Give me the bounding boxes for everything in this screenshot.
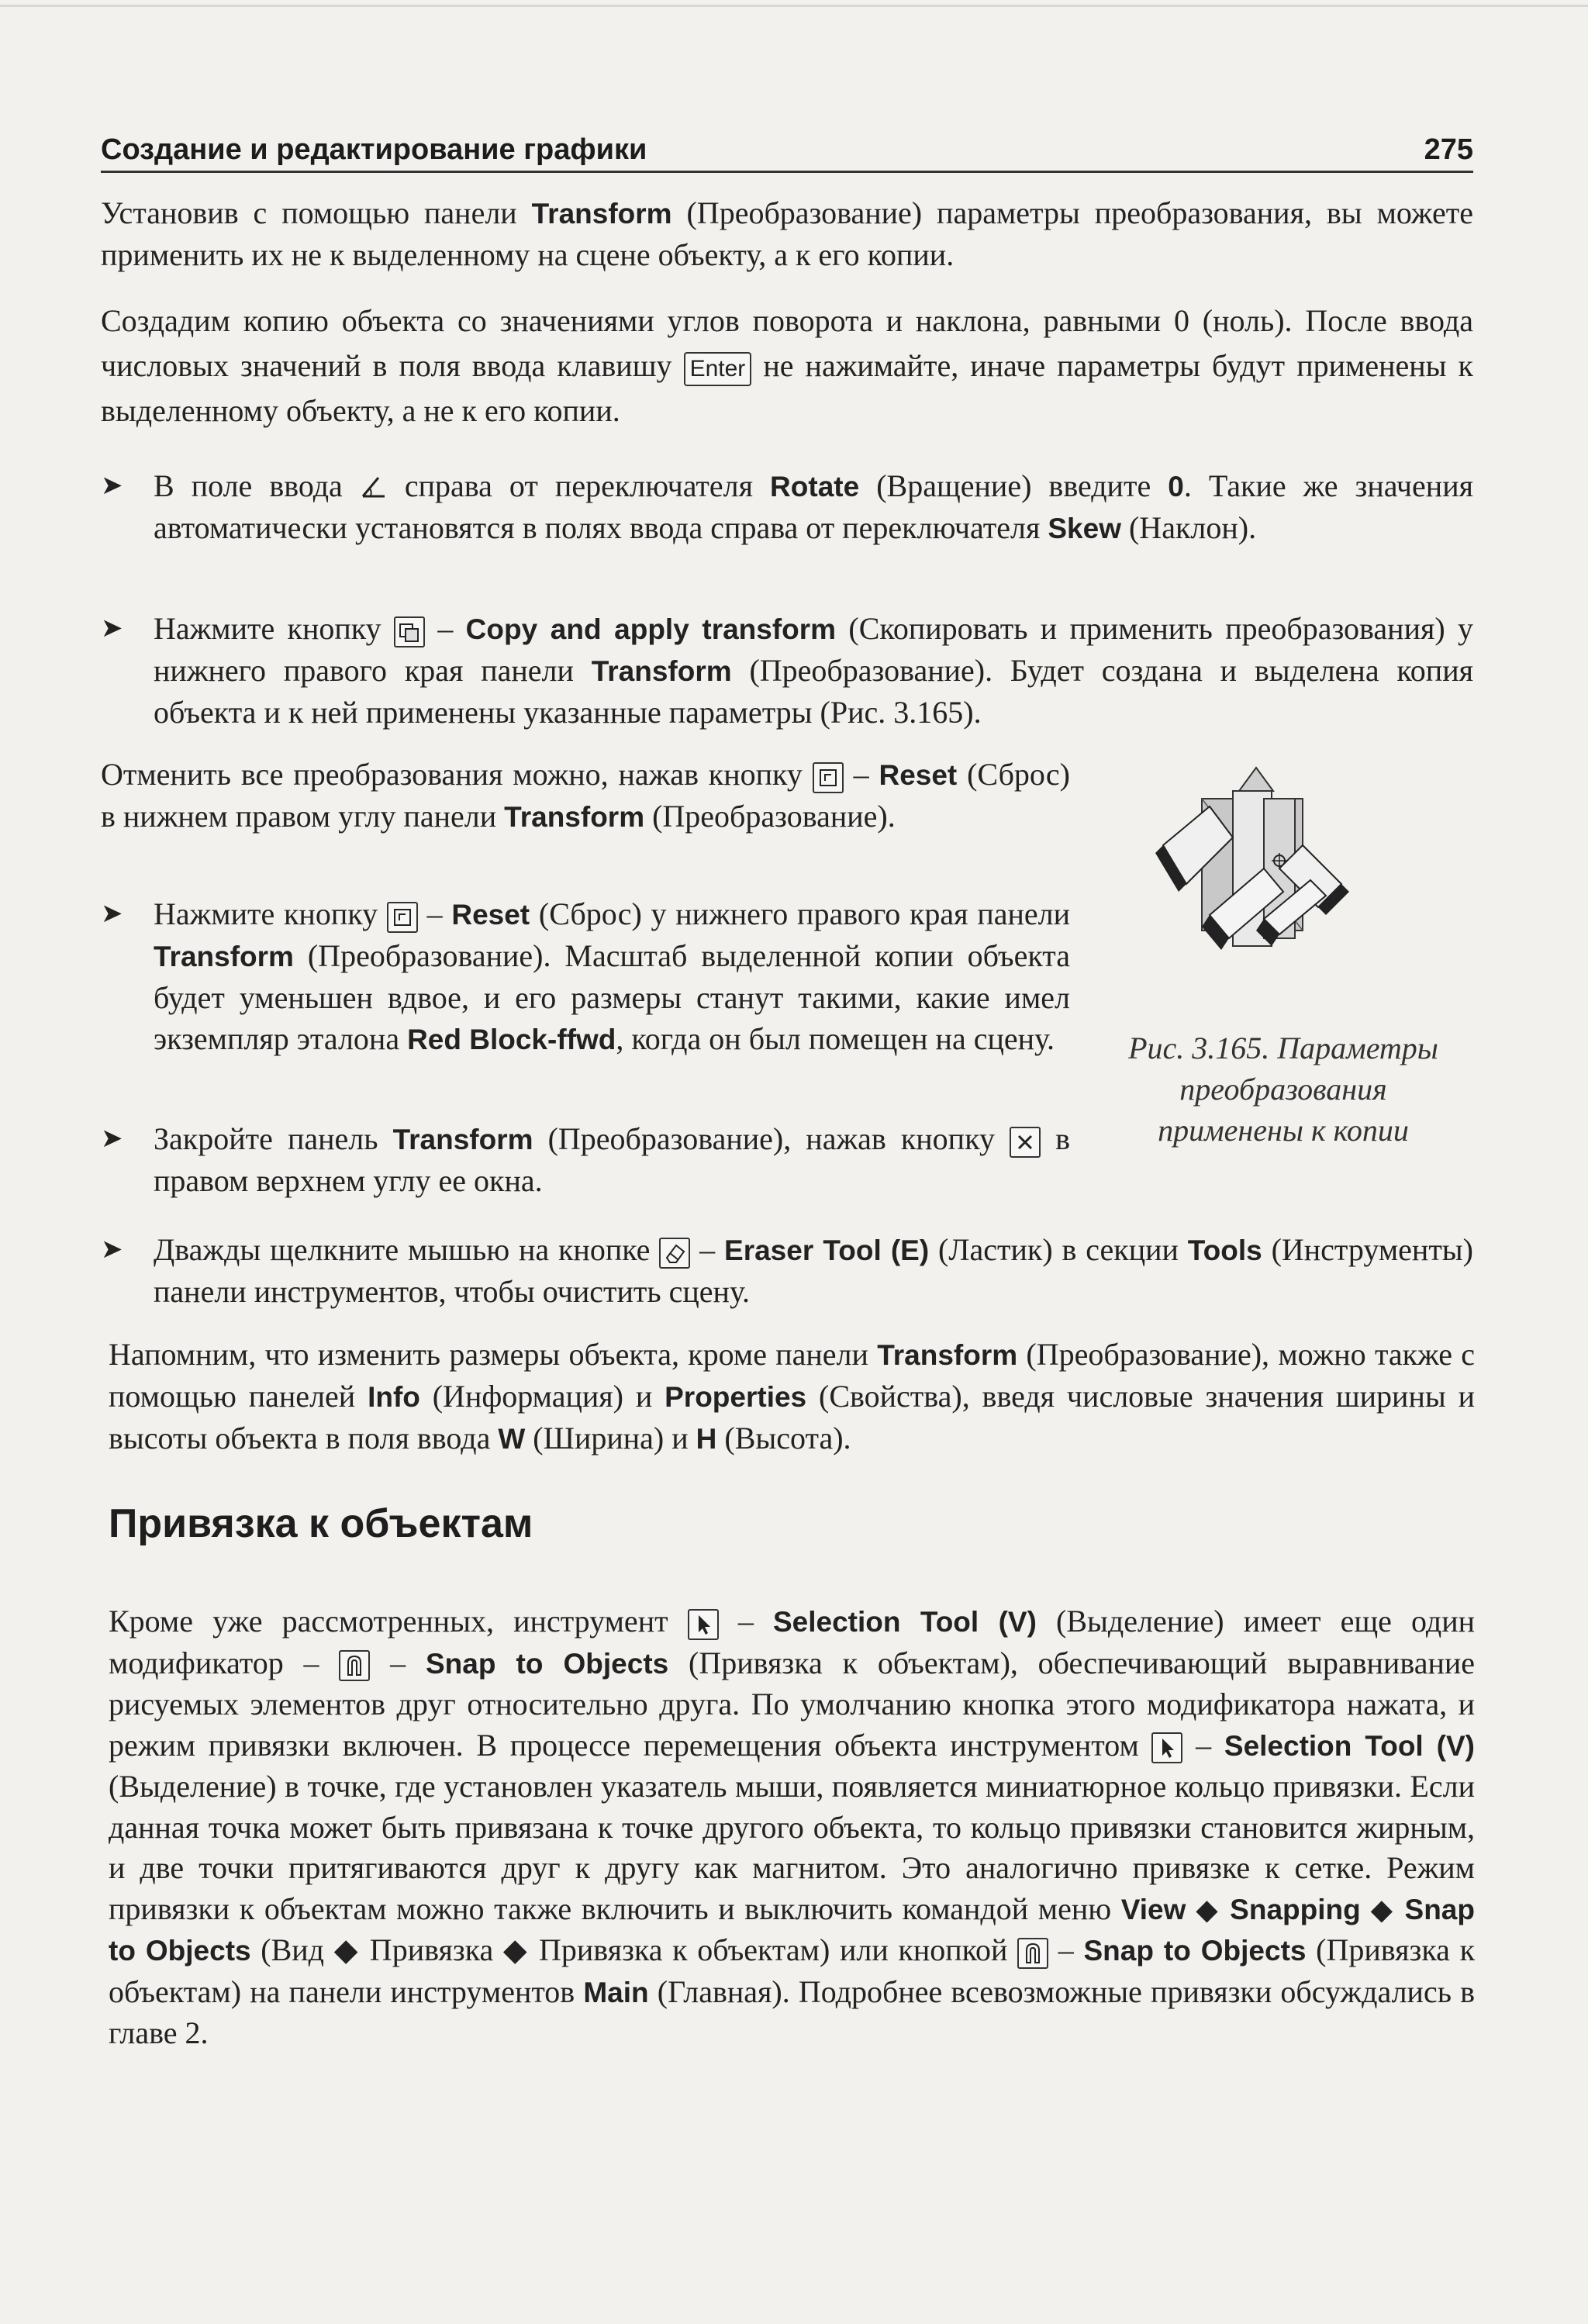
text: в правом верхнем углу ее окна. bbox=[154, 1121, 1071, 1198]
text: (Сброс) у нижнего правого края панели bbox=[530, 896, 1071, 931]
text: – bbox=[1048, 1932, 1084, 1967]
section-heading: Привязка к объектам bbox=[109, 1501, 533, 1546]
value-zero: 0 bbox=[1168, 471, 1184, 502]
term-snap-to-objects: Snap to Objects bbox=[1083, 1935, 1307, 1967]
term-eraser-tool: Eraser Tool (E) bbox=[724, 1235, 930, 1266]
paragraph-5 bbox=[109, 1601, 1475, 2054]
term-transform: Transform bbox=[531, 198, 672, 230]
text: не нажимайте, иначе параметры будут применены к выделенному объекту, а не к его копии. bbox=[101, 348, 1473, 428]
term-w: W bbox=[498, 1423, 526, 1455]
term-properties: Properties bbox=[665, 1381, 807, 1413]
top-rule bbox=[0, 5, 1588, 7]
arrow-pointer-icon bbox=[1151, 1732, 1182, 1763]
text: , когда он был помещен на сцену. bbox=[616, 1021, 1055, 1056]
bullet-item-1 bbox=[101, 465, 1473, 549]
figure-caption bbox=[1093, 1027, 1473, 1151]
text: (Привязка к объектам), обеспечивающий выравнивание рисуемых элементов друг относительно друга. По умолчанию кнопка этого модификатора нажата, и режим привязки включен. В процессе перемещения объекта инструментом bbox=[109, 1645, 1476, 1763]
figure-3-165 bbox=[1148, 752, 1411, 1000]
caption-line: Рис. 3.165. Параметры bbox=[1128, 1031, 1438, 1065]
term-transform: Transform bbox=[504, 801, 645, 833]
copy-apply-transform-icon bbox=[394, 616, 425, 647]
term-transform: Transform bbox=[154, 941, 294, 972]
bullet-item-2 bbox=[101, 608, 1473, 733]
text: (Сброс) в нижнем правом углу панели bbox=[101, 757, 1071, 834]
text: (Преобразование), нажав кнопку bbox=[533, 1121, 1010, 1156]
arrowhead-bullet-icon: ➤ bbox=[101, 1235, 123, 1264]
text: (Вид ◆ Привязка ◆ Привязка к объектам) или кнопкой bbox=[250, 1932, 1018, 1967]
angle-icon bbox=[360, 468, 388, 503]
paragraph-3 bbox=[101, 754, 1070, 837]
text: (Информация) и bbox=[419, 1379, 665, 1414]
text: (Скопировать и применить преобразования) у нижнего правого края панели bbox=[154, 611, 1474, 688]
bullet-item-5 bbox=[101, 1229, 1473, 1312]
term-transform: Transform bbox=[591, 655, 732, 687]
text: Установив с помощью панели bbox=[101, 195, 532, 230]
text: справа от переключателя bbox=[387, 468, 771, 503]
term-main: Main bbox=[583, 1976, 649, 2008]
text: – bbox=[370, 1645, 426, 1680]
text: – bbox=[425, 611, 466, 646]
close-x-icon bbox=[1010, 1127, 1041, 1158]
text: (Преобразование). bbox=[644, 799, 896, 834]
term-reset: Reset bbox=[879, 759, 958, 791]
text: (Преобразование), можно также с помощью панелей bbox=[109, 1337, 1475, 1414]
text: (Вращение) введите bbox=[859, 468, 1169, 503]
text: (Привязка к объектам) на панели инструментов bbox=[109, 1932, 1475, 2009]
paragraph-4 bbox=[109, 1334, 1475, 1459]
eraser-icon bbox=[659, 1238, 690, 1269]
text: Дважды щелкните мышью на кнопке bbox=[154, 1232, 660, 1267]
bullet-item-3 bbox=[101, 893, 1070, 1060]
bullet-item-4 bbox=[101, 1118, 1070, 1201]
term-tools: Tools bbox=[1187, 1235, 1262, 1266]
text: Отменить все преобразования можно, нажав кнопку bbox=[101, 757, 813, 792]
arrow-pointer-icon bbox=[688, 1609, 719, 1640]
magnet-icon bbox=[1017, 1938, 1048, 1969]
running-title: Создание и редактирование графики bbox=[101, 133, 647, 166]
arrowhead-bullet-icon: ➤ bbox=[101, 471, 123, 500]
term-reset: Reset bbox=[451, 899, 530, 931]
term-selection-tool: Selection Tool (V) bbox=[772, 1606, 1037, 1638]
term-transform: Transform bbox=[877, 1339, 1018, 1371]
text: (Инструменты) панели инструментов, чтобы очистить сцену. bbox=[154, 1232, 1473, 1309]
page-number: 275 bbox=[1424, 133, 1473, 166]
text: Кроме уже рассмотренных, инструмент bbox=[109, 1604, 688, 1639]
term-copy-apply: Copy and apply transform bbox=[465, 613, 837, 645]
text: Нажмите кнопку bbox=[154, 896, 387, 931]
term-red-block: Red Block-ffwd bbox=[407, 1024, 616, 1055]
enter-key-icon: Enter bbox=[684, 352, 752, 386]
text: (Преобразование). Масштаб выделенной копии объекта будет уменьшен вдвое, и его размеры станут такими, какие имел экземпляр эталона bbox=[154, 938, 1070, 1056]
text: – bbox=[417, 896, 452, 931]
page-header bbox=[101, 133, 1473, 173]
arrowhead-bullet-icon: ➤ bbox=[101, 1124, 123, 1153]
text: (Ластик) в секции bbox=[929, 1232, 1188, 1267]
arrowhead-bullet-icon: ➤ bbox=[101, 900, 123, 928]
magnet-icon bbox=[339, 1650, 370, 1681]
text: – bbox=[718, 1604, 773, 1639]
text: . Такие же значения автоматически установятся в полях ввода справа от переключателя bbox=[154, 468, 1474, 545]
reset-icon bbox=[387, 902, 418, 933]
term-info: Info bbox=[368, 1381, 420, 1413]
text: (Выделение) имеет еще один модификатор – bbox=[109, 1604, 1476, 1680]
text: (Наклон). bbox=[1120, 510, 1257, 545]
term-rotate: Rotate bbox=[770, 471, 860, 502]
text: (Высота). bbox=[716, 1421, 851, 1456]
text: (Преобразование) параметры преобразования, вы можете применить их не к выделенному на сцене объекту, а к его копии. bbox=[101, 195, 1473, 272]
menu-path-view-snapping: View ◆ Snapping ◆ Snap to Objects bbox=[109, 1893, 1475, 1967]
text: (Главная). Подробнее всевозможные привязки обсуждались в главе 2. bbox=[109, 1974, 1475, 2050]
caption-line: применены к копии bbox=[1158, 1113, 1409, 1148]
text: Закройте панель bbox=[154, 1121, 393, 1156]
paragraph-2 bbox=[101, 299, 1473, 433]
term-transform: Transform bbox=[392, 1124, 533, 1155]
text: – bbox=[843, 757, 879, 792]
arrowhead-bullet-icon: ➤ bbox=[101, 614, 123, 643]
text: (Ширина) и bbox=[525, 1421, 696, 1456]
text: – bbox=[690, 1232, 725, 1267]
paragraph-1 bbox=[101, 192, 1473, 275]
text: (Выделение) в точке, где установлен указатель мыши, появляется миниатюрное кольцо привязки. Если данная точка может быть привязана к точке другого объекта, то кольцо привязки становится жирным, и две точки притягиваются друг к другу как магнитом. Это аналогично привязке к сетке. Режим привязки к объектам можно также включить и выключить командой меню bbox=[109, 1769, 1475, 1926]
text: Создадим копию объекта со значениями углов поворота и наклона, равными 0 (ноль). После ввода числовых значений в поля ввода клавишу bbox=[101, 303, 1473, 383]
term-selection-tool: Selection Tool (V) bbox=[1224, 1729, 1476, 1762]
caption-line: преобразования bbox=[1179, 1072, 1387, 1107]
text: Напомним, что изменить размеры объекта, кроме панели bbox=[109, 1337, 878, 1372]
text: Нажмите кнопку bbox=[154, 611, 394, 646]
term-snap-to-objects: Snap to Objects bbox=[425, 1647, 669, 1680]
term-h: H bbox=[696, 1423, 717, 1455]
text: – bbox=[1182, 1727, 1224, 1763]
text: (Свойства), введя числовые значения ширины и высоты объекта в поля ввода bbox=[109, 1379, 1476, 1456]
text: (Преобразование). Будет создана и выделена копия объекта и к ней применены указанные параметры (Рис. 3.165). bbox=[154, 653, 1473, 730]
term-skew: Skew bbox=[1048, 513, 1121, 544]
reset-icon bbox=[813, 762, 844, 793]
text: В поле ввода bbox=[154, 468, 360, 503]
